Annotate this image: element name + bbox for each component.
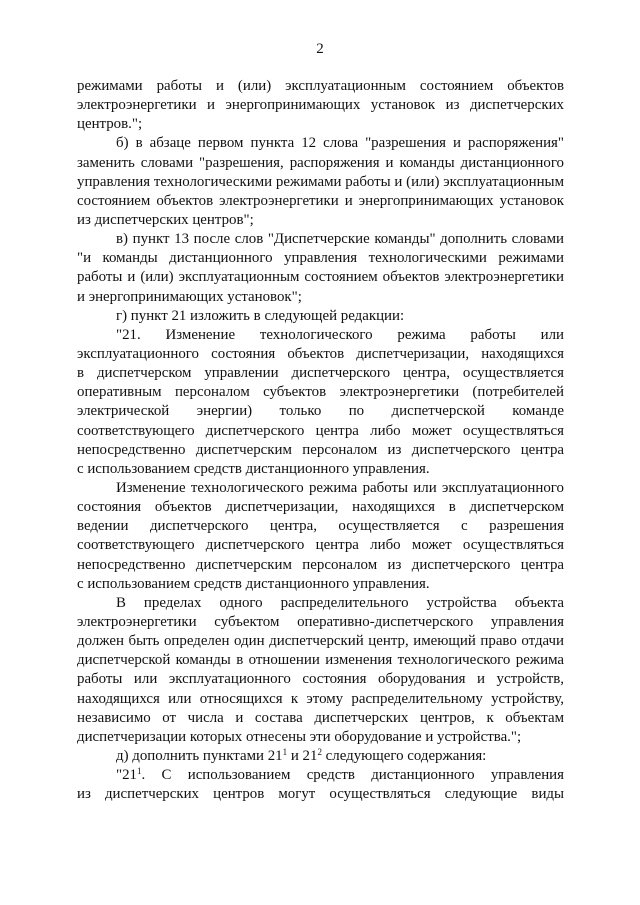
text-line: электрической энергии) только по диспетчерской команде xyxy=(77,403,564,420)
text-line: режимами работы и (или) эксплуатационным состоянием объектов xyxy=(77,78,564,94)
text-line: заменить словами "разрешения, распоряжения и команды дистанционного xyxy=(77,154,564,171)
text-line: в диспетчерском управлении диспетчерского центра, осуществляется xyxy=(77,365,564,382)
text-line: независимо от числа и состава диспетчерских центров, к объектам xyxy=(77,709,564,726)
text-fragment: д) дополнить пунктами 21 xyxy=(116,747,283,764)
text-line: электроэнергетики субъектом оперативно-диспетчерского управления xyxy=(77,613,564,630)
text-fragment: следующего содержания: xyxy=(321,747,487,764)
page-number: 2 xyxy=(316,41,324,57)
text-line: "и команды дистанционного управления технологическими режимами xyxy=(77,250,564,267)
text-line: с использованием средств дистанционного управления. xyxy=(77,575,430,592)
text-line: электроэнергетики и энергопринимающих установок из диспетчерских xyxy=(77,97,564,114)
text-line: оперативным персоналом субъектов электроэнергетики (потребителей xyxy=(77,384,564,401)
text-line: г) пункт 21 изложить в следующей редакции: xyxy=(116,307,405,324)
text-fragment: и 21 xyxy=(287,747,318,764)
text-fragment: . С использованием средств дистанционного управления xyxy=(141,767,564,784)
text-line-final: из диспетчерских центров могут осуществляться следующие виды xyxy=(77,786,564,803)
text-line: б) в абзаце первом пункта 12 слова "разрешения и распоряжения" xyxy=(116,135,564,152)
text-line: непосредственно диспетчерским персоналом из диспетчерского центра xyxy=(77,556,564,573)
text-line-item-21-1 xyxy=(77,766,564,785)
text-line: Изменение технологического режима работы или эксплуатационного xyxy=(116,479,564,496)
document-body xyxy=(77,77,564,804)
text-line: состояния объектов диспетчеризации, находящихся в диспетчерском xyxy=(77,499,564,516)
text-line: из диспетчерских центров"; xyxy=(77,211,254,228)
text-line: В пределах одного распределительного устройства объекта xyxy=(116,594,564,611)
text-line: "21. Изменение технологического режима работы или xyxy=(116,326,564,343)
paragraph-lines xyxy=(77,77,564,747)
text-line: диспетчеризации которых отнесены эти оборудование и устройства."; xyxy=(77,728,522,745)
text-line: управления технологическими режимами работы и (или) эксплуатационным xyxy=(77,173,564,190)
text-line-supplement-items xyxy=(77,747,564,766)
text-line: соответствующего диспетчерского центра либо может осуществляться xyxy=(77,537,564,554)
text-line: непосредственно диспетчерским персоналом из диспетчерского центра xyxy=(77,441,564,458)
text-line: должен быть определен один диспетчерский центр, имеющий право отдачи xyxy=(77,633,564,650)
text-line: соответствующего диспетчерского центра либо может осуществляться xyxy=(77,422,564,439)
text-line: центров."; xyxy=(77,116,143,133)
text-line: и энергопринимающих установок"; xyxy=(77,288,302,305)
text-line: находящихся или относящихся к этому распределительному устройству, xyxy=(77,690,564,707)
text-line: диспетчерской команды в отношении изменения технологического режима xyxy=(77,652,564,669)
text-line: эксплуатационного состояния объектов диспетчеризации, находящихся xyxy=(77,345,564,362)
text-line: в) пункт 13 после слов "Диспетчерские команды" дополнить словами xyxy=(116,231,564,248)
text-line: ведении диспетчерского центра, осуществляется с разрешения xyxy=(77,518,564,535)
text-line: состоянием объектов электроэнергетики и энергопринимающих установок xyxy=(77,192,564,209)
text-line: с использованием средств дистанционного управления. xyxy=(77,460,430,477)
superscript: 2 xyxy=(317,746,322,757)
superscript: 1 xyxy=(282,746,288,757)
superscript: 1 xyxy=(136,766,142,777)
text-fragment: "21 xyxy=(116,767,137,784)
text-line: работы или эксплуатационного состояния оборудования и устройств, xyxy=(77,671,564,688)
text-line: работы и (или) эксплуатационным состоянием объектов электроэнергетики xyxy=(77,269,564,286)
